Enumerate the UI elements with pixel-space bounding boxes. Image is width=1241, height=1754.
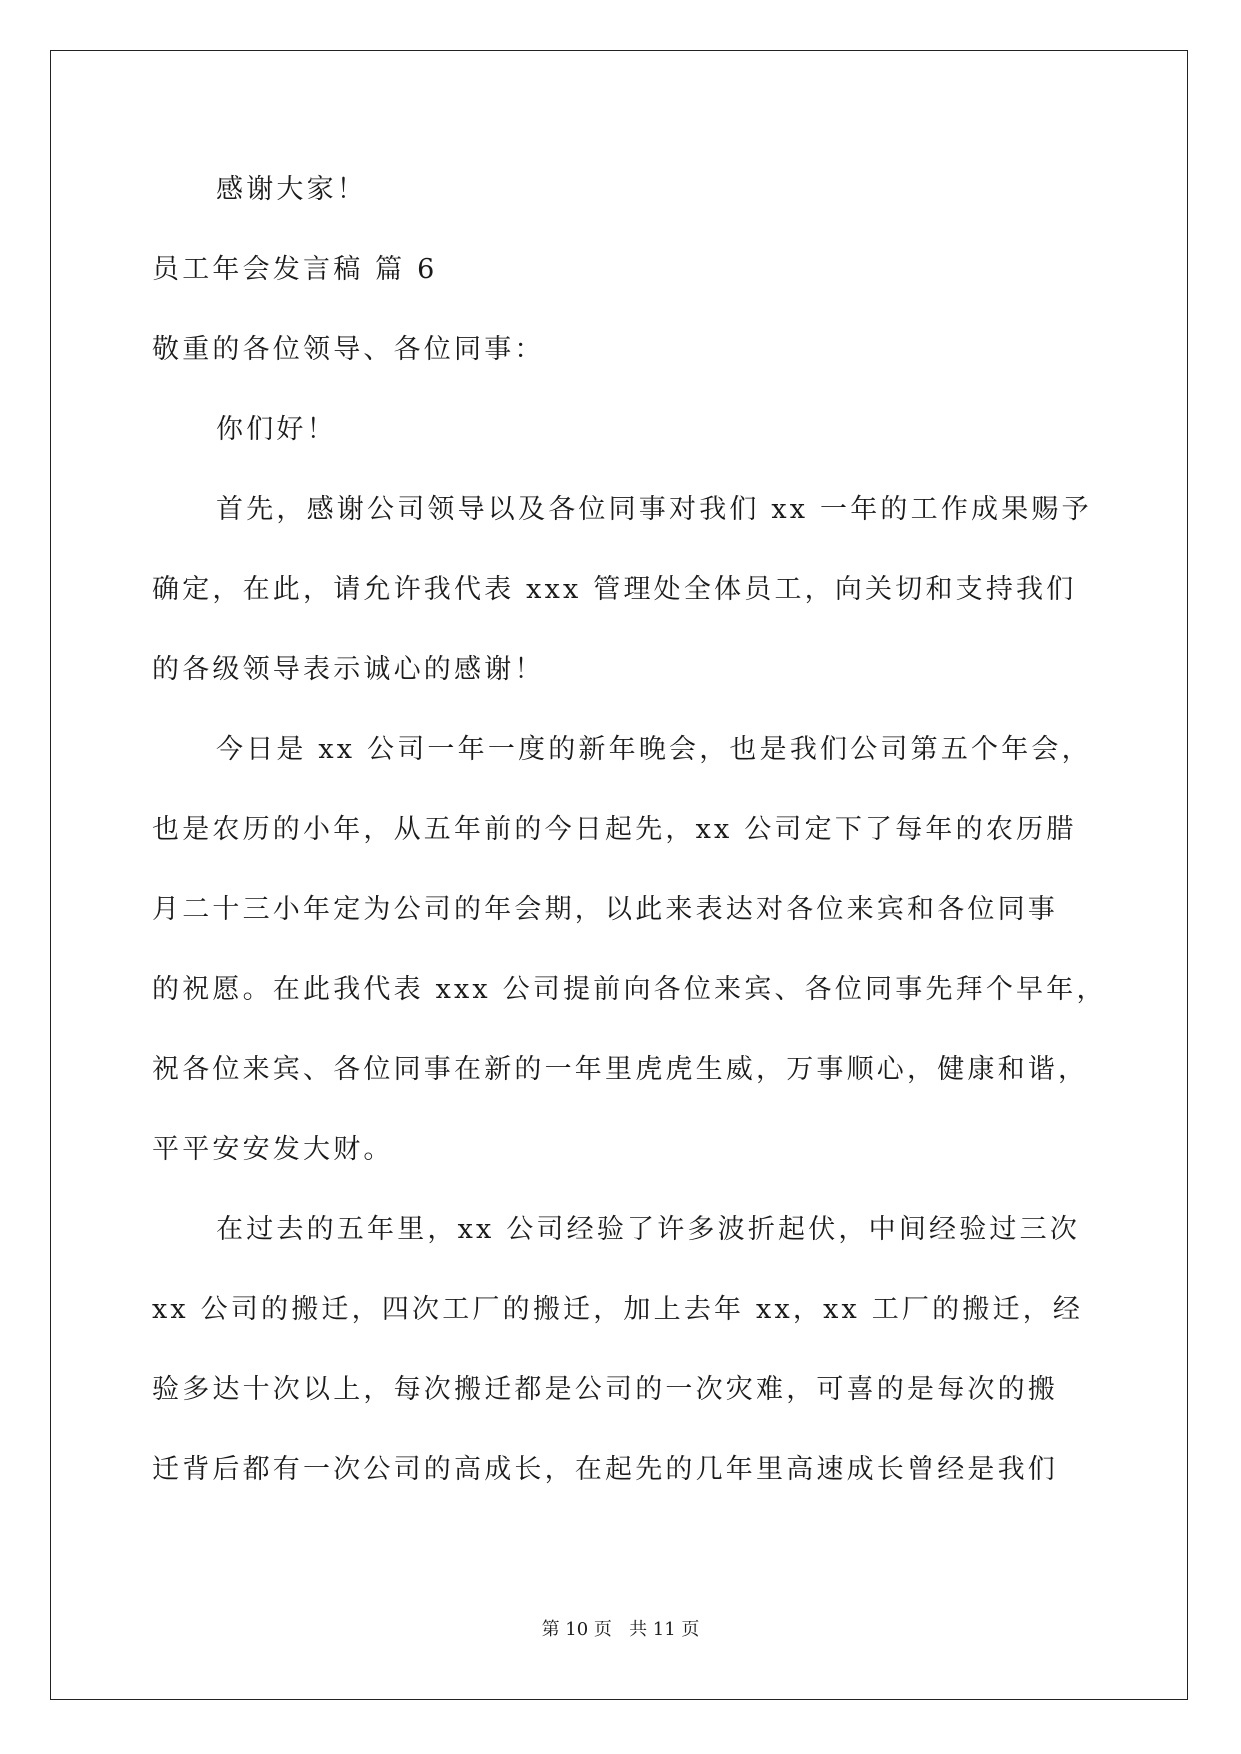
section-heading: 员工年会发言稿 篇 6 <box>152 254 438 285</box>
text-line: 确定，在此，请允许我代表 xxx 管理处全体员工，向关切和支持我们 <box>152 574 1077 605</box>
text-line: 迁背后都有一次公司的高成长，在起先的几年里高速成长曾经是我们 <box>152 1454 1058 1485</box>
text-line: 你们好！ <box>216 414 337 445</box>
text-line: 验多达十次以上，每次搬迁都是公司的一次灾难，可喜的是每次的搬 <box>152 1374 1058 1405</box>
salutation: 敬重的各位领导、各位同事： <box>152 334 545 365</box>
text-line: 首先，感谢公司领导以及各位同事对我们 xx 一年的工作成果赐予 <box>216 494 1092 525</box>
page-footer <box>0 1618 1241 1642</box>
text-line: 感谢大家！ <box>216 174 367 205</box>
text-line: 今日是 xx 公司一年一度的新年晚会，也是我们公司第五个年会， <box>216 734 1092 765</box>
text-line: 也是农历的小年，从五年前的今日起先，xx 公司定下了每年的农历腊 <box>152 814 1077 845</box>
text-line: 祝各位来宾、各位同事在新的一年里虎虎生威，万事顺心，健康和谐， <box>152 1054 1089 1085</box>
text-line: 月二十三小年定为公司的年会期，以此来表达对各位来宾和各位同事 <box>152 894 1058 925</box>
page-number: 第 10 页 共 11 页 <box>541 1619 700 1640</box>
text-line: 的各级领导表示诚心的感谢！ <box>152 654 545 685</box>
document-body <box>152 150 1107 1510</box>
text-line: 平平安安发大财。 <box>152 1134 394 1165</box>
text-line: xx 公司的搬迁，四次工厂的搬迁，加上去年 xx，xx 工厂的搬迁，经 <box>152 1294 1084 1325</box>
text-line: 在过去的五年里，xx 公司经验了许多波折起伏，中间经验过三次 <box>216 1214 1081 1245</box>
text-line: 的祝愿。在此我代表 xxx 公司提前向各位来宾、各位同事先拜个早年， <box>152 974 1107 1005</box>
